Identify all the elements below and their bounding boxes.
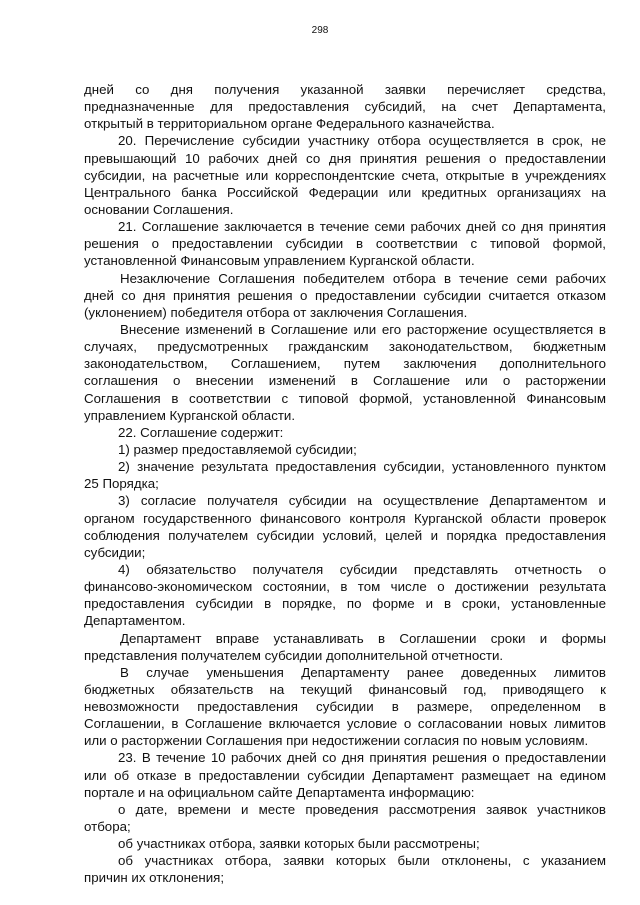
text-line: 3) согласие получателя субсидии на осуществление Департаментом и [118, 493, 606, 509]
paragraph [84, 492, 606, 561]
text-line: представления получателем субсидии дополнительной отчетности. [84, 647, 504, 663]
text-line: Внесение изменений в Соглашение или его расторжение осуществляется в [120, 321, 606, 337]
text-line: финансово-экономическом состоянии, в том числе о достижении результата [84, 579, 606, 595]
text-line: о дате, времени и месте проведения рассмотрения заявок участников [118, 801, 606, 817]
text-line: случаях, предусмотренных гражданским законодательством, бюджетным [84, 339, 606, 355]
text-line: решения о предоставлении субсидии в соответствии с типовой формой, [84, 236, 606, 252]
paragraph [84, 321, 606, 424]
text-line: 22. Соглашение содержит: [118, 424, 284, 440]
text-line: 25 Порядка; [84, 476, 159, 492]
text-line: 2) значение результата предоставления субсидии, установленного пунктом [118, 459, 606, 475]
paragraph [84, 424, 606, 441]
text-line: причин их отклонения; [84, 870, 225, 886]
paragraph [84, 270, 606, 321]
text-line: органом государственного финансового контроля Курганской области проверок [84, 510, 606, 526]
paragraph [84, 132, 606, 218]
text-line: невозможности предоставления субсидии в размере, определенном в [84, 699, 606, 715]
text-line: основании Соглашения. [84, 201, 234, 217]
text-line: соблюдения получателем субсидии условий, целей и порядка предоставления [84, 527, 606, 543]
body-text [84, 81, 606, 887]
text-line: отбора; [84, 819, 131, 835]
text-line: предоставления субсидии в порядке, по форме и в сроки, установленные [84, 596, 606, 612]
paragraph [84, 218, 606, 269]
text-line: или о расторжении Соглашения при недостижении согласия по новым условиям. [84, 733, 589, 749]
paragraph [84, 441, 606, 458]
paragraph [84, 561, 606, 630]
paragraph [84, 664, 606, 750]
text-line: Незаключение Соглашения победителем отбора в течение семи рабочих [120, 270, 606, 286]
text-line: субсидии, на расчетные или корреспондентские счета, открытые в учреждениях [84, 167, 606, 183]
text-line: Центрального банка Российской Федерации или кредитных организациях на [84, 184, 606, 200]
text-line: Соглашения в соответствии с типовой формой, установленной Финансовым [84, 390, 606, 406]
text-line: управлением Курганской области. [84, 407, 296, 423]
text-line: бюджетных обязательств на текущий финансовый год, приводящего к [84, 681, 606, 697]
text-line: или об отказе в предоставлении субсидии Департамент размещает на едином [84, 767, 606, 783]
text-line: 1) размер предоставляемой субсидии; [118, 441, 357, 457]
text-line: Департамент вправе устанавливать в Соглашении сроки и формы [120, 630, 606, 646]
paragraph [84, 81, 606, 132]
text-line: превышающий 10 рабочих дней со дня принятия решения о предоставлении [84, 150, 606, 166]
text-line: об участниках отбора, заявки которых были рассмотрены; [118, 836, 480, 852]
text-line: об участниках отбора, заявки которых были отклонены, с указанием [118, 853, 606, 869]
text-line: 20. Перечисление субсидии участнику отбора осуществляется в срок, не [118, 133, 606, 149]
text-line: законодательством, Соглашением, путем заключения дополнительного [84, 356, 606, 372]
text-line: соглашения о внесении изменений в Соглашение или о расторжении [84, 373, 606, 389]
text-line: открытый в территориальном органе Федерального казначейства. [84, 116, 495, 132]
text-line: Соглашении, в Соглашение включается условие о согласовании новых лимитов [84, 716, 606, 732]
paragraph [84, 749, 606, 800]
text-line: В случае уменьшения Департаменту ранее доведенных лимитов [120, 664, 606, 680]
paragraph [84, 630, 606, 664]
text-line: 23. В течение 10 рабочих дней со дня принятия решения о предоставлении [118, 750, 606, 766]
paragraph [84, 852, 606, 886]
text-line: 21. Соглашение заключается в течение семи рабочих дней со дня принятия [118, 219, 606, 235]
text-line: портале и на официальном сайте Департамента информацию: [84, 784, 475, 800]
text-line: Департаментом. [84, 613, 186, 629]
text-line: дней со дня получения указанной заявки перечисляет средства, [84, 82, 606, 97]
text-line: (уклонением) победителя отбора от заключения Соглашения. [84, 304, 468, 320]
paragraph [84, 835, 606, 852]
text-line: предназначенные для предоставления субсидий, на счет Департамента, [84, 99, 606, 115]
text-line: установленной Финансовым управлением Курганской области. [84, 253, 475, 269]
page-number: 298 [311, 25, 329, 36]
text-line: дней со дня принятия решения о предоставлении субсидии считается отказом [84, 287, 606, 303]
text-line: субсидии; [84, 544, 146, 560]
text-line: 4) обязательство получателя субсидии представлять отчетность о [118, 561, 606, 577]
paragraph [84, 458, 606, 492]
paragraph [84, 801, 606, 835]
